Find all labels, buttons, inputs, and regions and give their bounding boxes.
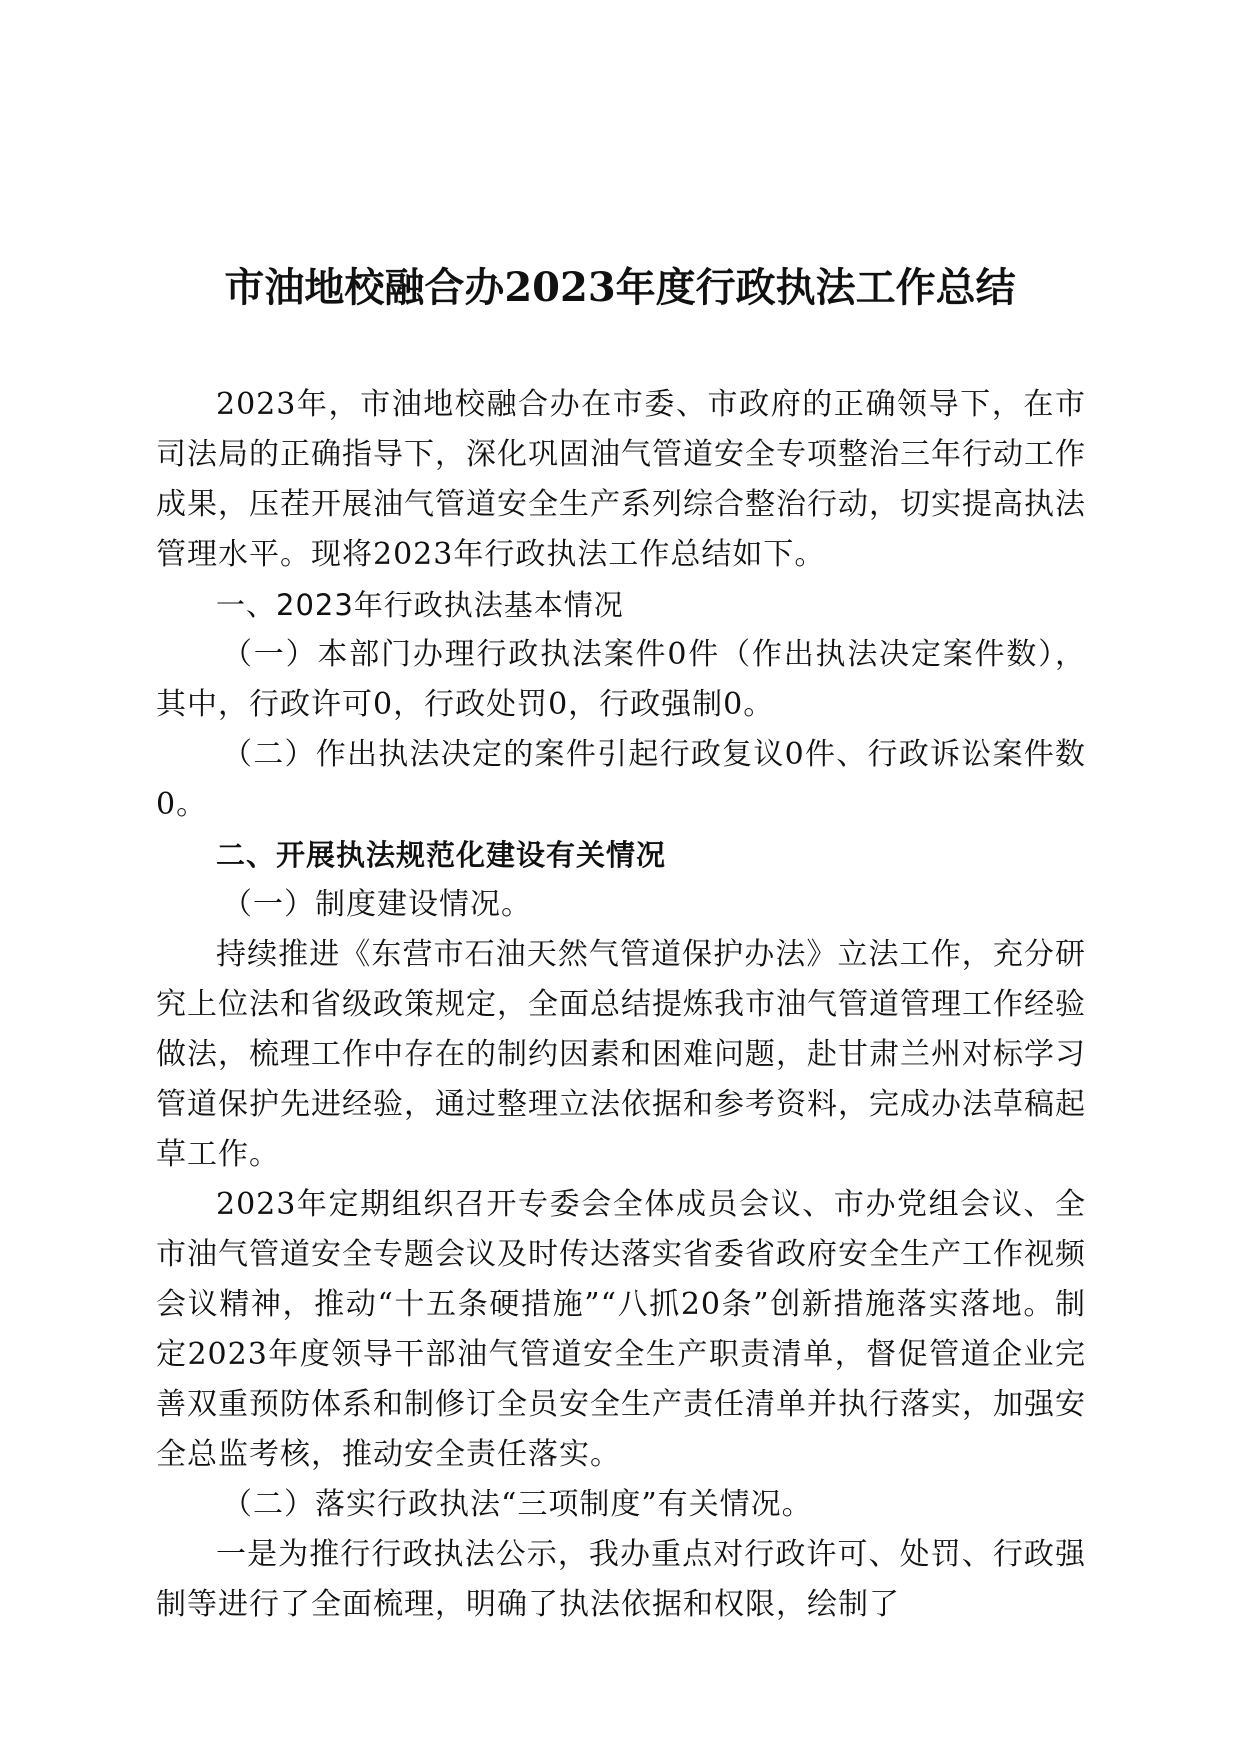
paragraph-review-count: （二）作出执法决定的案件引起行政复议0件、行政诉讼案件数0。 xyxy=(156,737,1086,822)
subheading-system-building: （一）制度建设情况。 xyxy=(222,887,532,922)
subheading-three-systems: （二）落实行政执法“三项制度”有关情况。 xyxy=(222,1487,813,1522)
document-body xyxy=(156,380,1086,1630)
heading-section-2: 二、开展执法规范化建设有关情况 xyxy=(216,838,667,872)
heading-section-1: 一、2023年行政执法基本情况 xyxy=(216,588,624,622)
paragraph-meetings: 2023年定期组织召开专委会全体成员会议、市办党组会议、全市油气管道安全专题会议及时传达落实省委省政府安全生产工作视频会议精神，推动“十五条硬措施”“八抓20条”创新措施落实落地。制定2023年度领导干部油气管道安全生产职责清单，督促管道企业完善双重预防体系和制修订全员安全生产责任清单并执行落实，加强安全总监考核，推动安全责任落实。 xyxy=(156,1187,1086,1472)
document-title: 市油地校融合办2023年度行政执法工作总结 xyxy=(224,264,1016,311)
paragraph-legislation: 持续推进《东营市石油天然气管道保护办法》立法工作，充分研究上位法和省级政策规定，全面总结提炼我市油气管道管理工作经验做法，梳理工作中存在的制约因素和困难问题，赴甘肃兰州对标学习管道保护先进经验，通过整理立法依据和参考资料，完成办法草稿起草工作。 xyxy=(156,937,1086,1172)
paragraph-intro: 2023年，市油地校融合办在市委、市政府的正确领导下，在市司法局的正确指导下，深化巩固油气管道安全专项整治三年行动工作成果，压茬开展油气管道安全生产系列综合整治行动，切实提高执法管理水平。现将2023年行政执法工作总结如下。 xyxy=(156,387,1086,572)
paragraph-publicity: 一是为推行行政执法公示，我办重点对行政许可、处罚、行政强制等进行了全面梳理，明确了执法依据和权限，绘制了 xyxy=(156,1537,1086,1622)
paragraph-case-count: （一）本部门办理行政执法案件0件（作出执法决定案件数），其中，行政许可0，行政处罚0，行政强制0。 xyxy=(156,637,1086,722)
